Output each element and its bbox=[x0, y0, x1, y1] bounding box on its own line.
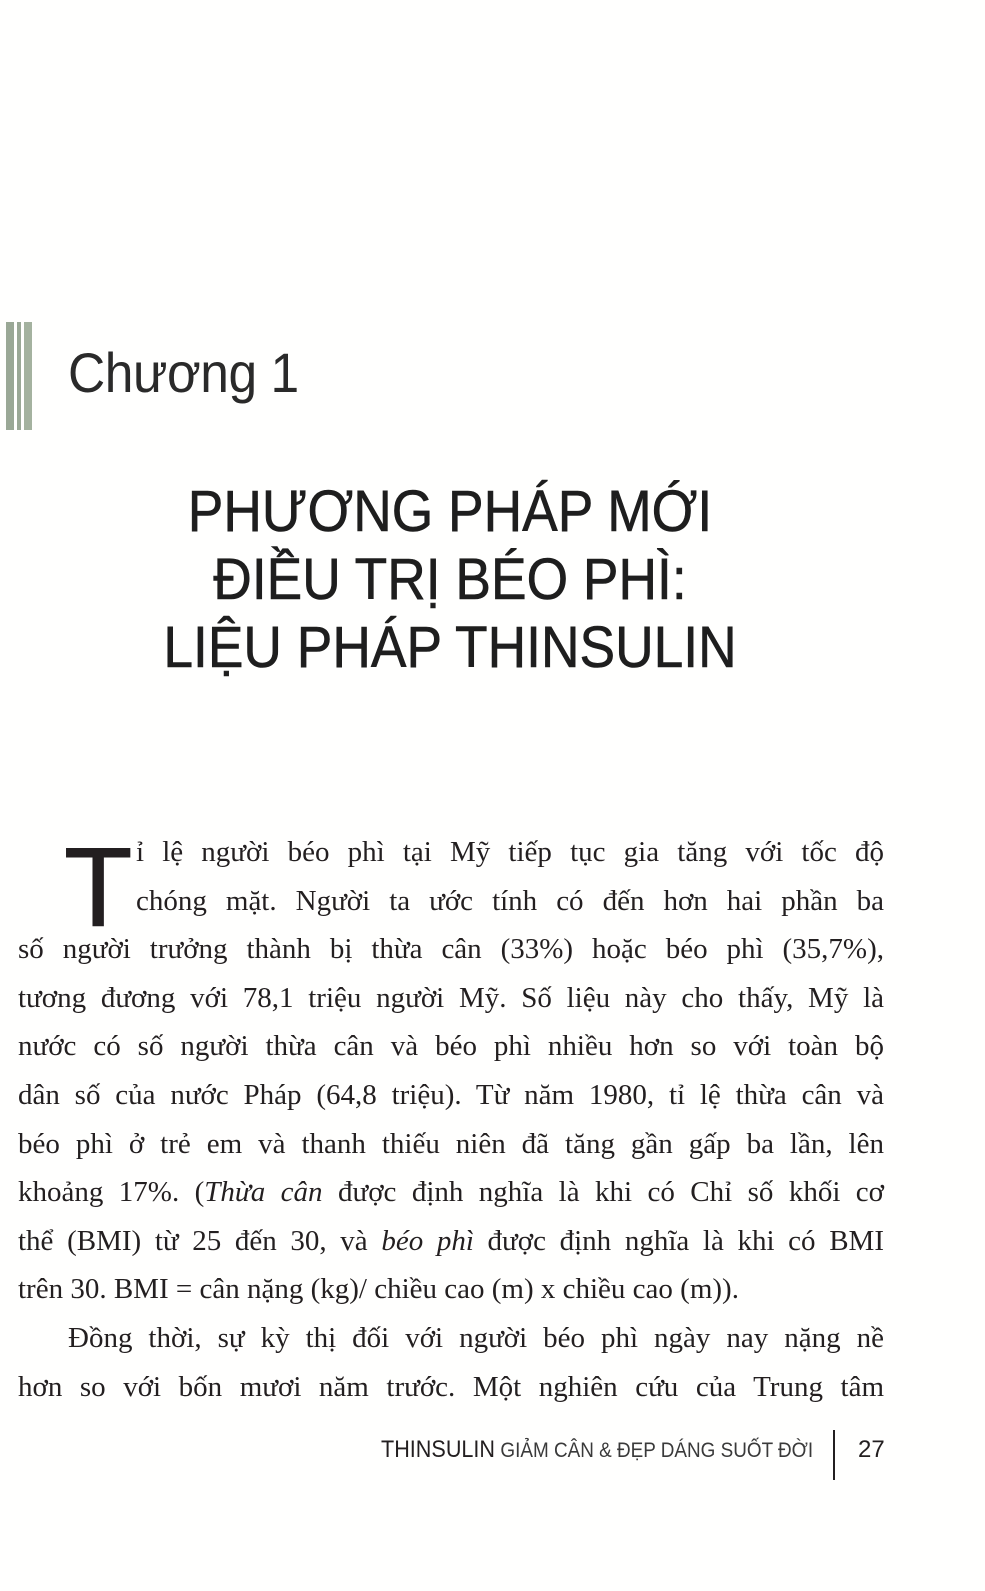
book-subtitle: GIẢM CÂN & ĐẸP DÁNG SUỐT ĐỜI bbox=[500, 1439, 813, 1462]
chapter-label: Chương 1 bbox=[68, 341, 299, 404]
text-line bbox=[18, 1168, 884, 1217]
text-run: được định nghĩa là khi có BMI bbox=[473, 1224, 884, 1257]
text-line: béo phì ở trẻ em và thanh thiếu niên đã tăng gần gấp ba lần, lên bbox=[18, 1127, 884, 1160]
italic-term: Thừa cân bbox=[204, 1176, 323, 1209]
text-run: khoảng 17%. ( bbox=[18, 1176, 205, 1209]
chapter-marker-bar bbox=[24, 322, 32, 430]
chapter-title-line: ĐIỀU TRỊ BÉO PHÌ: bbox=[213, 547, 687, 612]
paragraph bbox=[18, 825, 885, 1314]
text-line: tương đương với 78,1 triệu người Mỹ. Số liệu này cho thấy, Mỹ là bbox=[18, 981, 884, 1014]
italic-term: béo phì bbox=[381, 1224, 474, 1257]
text-line bbox=[18, 1217, 884, 1266]
text-run: được định nghĩa là khi có Chỉ số khối cơ bbox=[322, 1176, 885, 1209]
chapter-title-line: PHƯƠNG PHÁP MỚI bbox=[187, 479, 713, 544]
running-footer-title bbox=[381, 1436, 813, 1464]
book-brand: THINSULIN bbox=[380, 1436, 495, 1463]
text-line: nước có số người thừa cân và béo phì nhiều hơn so với toàn bộ bbox=[18, 1030, 884, 1063]
text-line: số người trưởng thành bị thừa cân (33%) hoặc béo phì (35,7%), bbox=[18, 933, 884, 966]
text-run: thể (BMI) từ 25 đến 30, và bbox=[18, 1224, 382, 1257]
drop-cap: T bbox=[64, 825, 133, 950]
text-line: dân số của nước Pháp (64,8 triệu). Từ năm 1980, tỉ lệ thừa cân và bbox=[18, 1078, 884, 1111]
text-line: trên 30. BMI = cân nặng (kg)/ chiều cao (m) x chiều cao (m)). bbox=[18, 1273, 739, 1306]
body-text bbox=[18, 825, 885, 1411]
text-line: chóng mặt. Người ta ước tính có đến hơn hai phần ba bbox=[136, 884, 884, 917]
chapter-marker-bar bbox=[17, 322, 21, 430]
chapter-title-line: LIỆU PHÁP THINSULIN bbox=[163, 615, 737, 680]
paragraph bbox=[18, 1314, 884, 1411]
page-number: 27 bbox=[858, 1436, 885, 1463]
chapter-marker-bar bbox=[6, 322, 14, 430]
text-line: ỉ lệ người béo phì tại Mỹ tiếp tục gia tăng với tốc độ bbox=[136, 836, 884, 868]
footer-divider bbox=[833, 1430, 835, 1480]
text-line: Đồng thời, sự kỳ thị đối với người béo phì ngày nay nặng nề bbox=[68, 1321, 884, 1354]
text-line: hơn so với bốn mươi năm trước. Một nghiên cứu của Trung tâm bbox=[18, 1370, 884, 1403]
page-footer bbox=[0, 1430, 985, 1480]
chapter-title bbox=[0, 478, 900, 682]
